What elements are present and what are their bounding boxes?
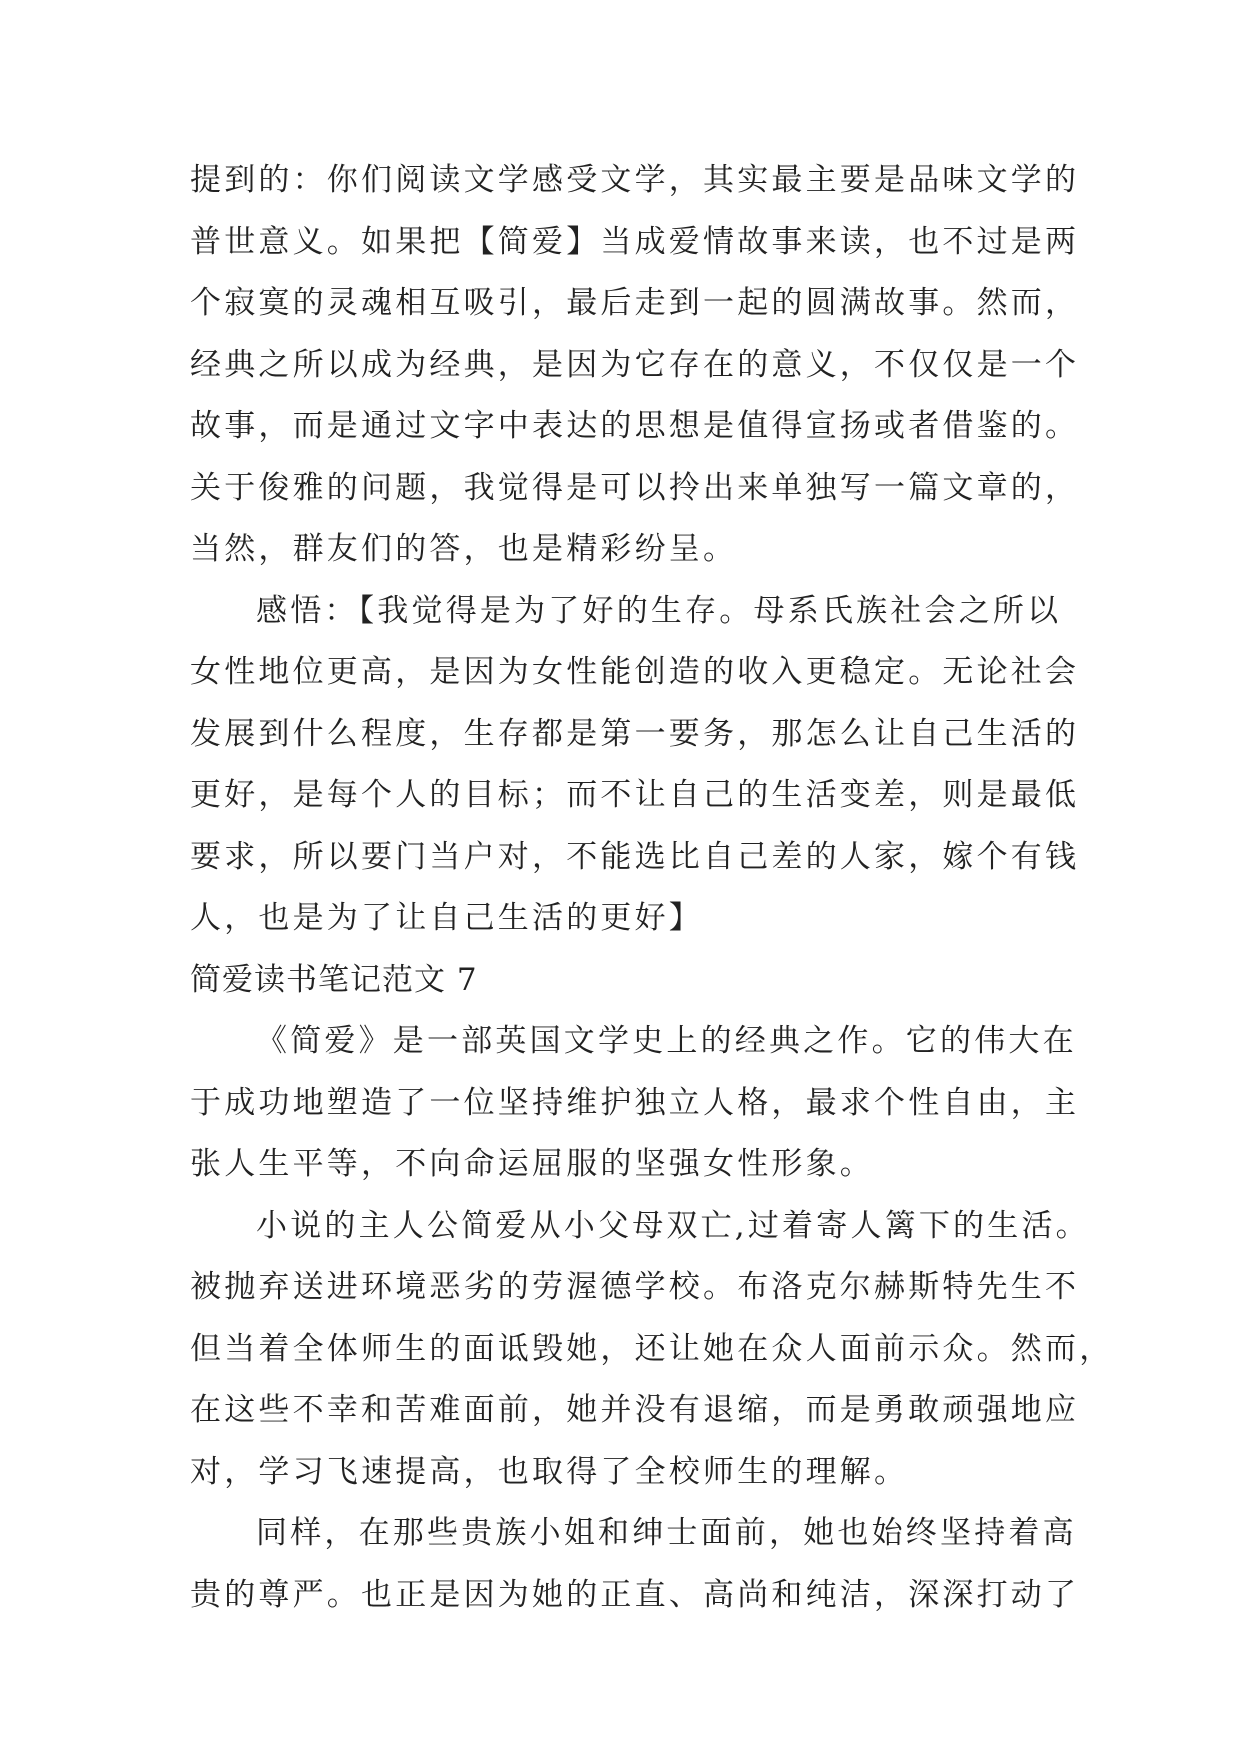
- text-line: 被抛弃送进环境恶劣的劳渥德学校。布洛克尔赫斯特先生不: [190, 1269, 1080, 1305]
- section-heading: 简爱读书笔记范文 7: [190, 961, 478, 998]
- text-line: 提到的：你们阅读文学感受文学，其实最主要是品味文学的: [190, 162, 1080, 198]
- text-line: 于成功地塑造了一位坚持维护独立人格，最求个性自由，主: [190, 1084, 1080, 1121]
- text-line: 发展到什么程度，生存都是第一要务，那怎么让自己生活的: [190, 715, 1080, 752]
- text-line: 当然，群友们的答，也是精彩纷呈。: [190, 531, 738, 567]
- text-line: 贵的尊严。也正是因为她的正直、高尚和纯洁，深深打动了: [190, 1576, 1080, 1613]
- text-line: 张人生平等，不向命运屈服的坚强女性形象。: [190, 1146, 874, 1182]
- text-line: 个寂寞的灵魂相互吸引，最后走到一起的圆满故事。然而，: [190, 285, 1080, 321]
- text-line: 女性地位更高，是因为女性能创造的收入更稳定。无论社会: [190, 654, 1080, 690]
- text-line: 对，学习飞速提高，也取得了全校师生的理解。: [190, 1453, 909, 1490]
- text-line: 故事，而是通过文字中表达的思想是值得宣扬或者借鉴的。: [190, 408, 1080, 444]
- text-line: 但当着全体师生的面诋毁她，还让她在众人面前示众。然而，: [190, 1330, 1114, 1367]
- text-line: 经典之所以成为经典，是因为它存在的意义，不仅仅是一个: [190, 346, 1080, 383]
- text-line: 人，也是为了让自己生活的更好】: [190, 900, 703, 936]
- text-line: 同样，在那些贵族小姐和绅士面前，她也始终坚持着高: [256, 1515, 1077, 1551]
- text-line: 更好，是每个人的目标；而不让自己的生活变差，则是最低: [190, 777, 1080, 813]
- document-page: [190, 150, 1114, 1626]
- text-line: 感悟：【我觉得是为了好的生存。母系氏族社会之所以: [256, 592, 1062, 629]
- text-line: 《简爱》是一部英国文学史上的经典之作。它的伟大在: [256, 1023, 1077, 1059]
- text-line: 小说的主人公简爱从小父母双亡,过着寄人篱下的生活。: [256, 1207, 1090, 1244]
- text-line: 普世意义。如果把【简爱】当成爱情故事来读，也不过是两: [190, 223, 1080, 260]
- text-line: 要求，所以要门当户对，不能选比自己差的人家，嫁个有钱: [190, 838, 1080, 875]
- text-line: 在这些不幸和苦难面前，她并没有退缩，而是勇敢顽强地应: [190, 1392, 1080, 1428]
- text-line: 关于俊雅的问题，我觉得是可以拎出来单独写一篇文章的，: [190, 469, 1080, 506]
